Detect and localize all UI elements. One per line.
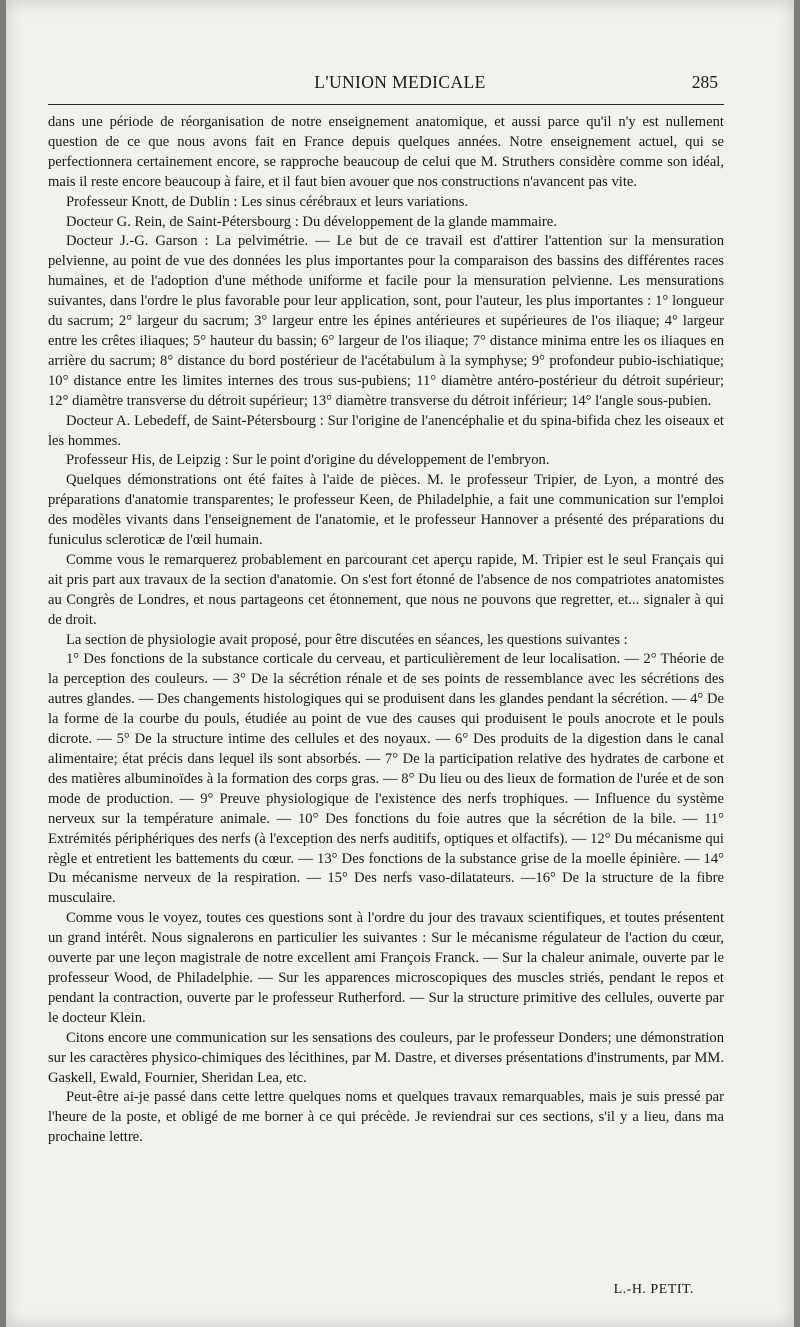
paragraph-communications: Citons encore une communication sur les sensations des couleurs, par le professeur Donders; une démonstration sur les caractères physico-chimiques des lécithines, par M. Dastre, et diverses présentations d'instruments, par MM. Gaskell, Ewald, Fournier, Sheridan Lea, etc. <box>48 1029 724 1086</box>
paragraph-physiology-intro: La section de physiologie avait proposé, pour être discutées en séances, les questions suivantes : <box>66 631 628 648</box>
paragraph-knott: Professeur Knott, de Dublin : Les sinus cérébraux et leurs variations. <box>66 193 469 210</box>
journal-page <box>6 0 794 1327</box>
paragraph-garson: Docteur J.-G. Garson : La pelvimétrie. — Le but de ce travail est d'attirer l'attention sur la mensuration pelvienne, au point de vue des données les plus importantes pour la comparaison des bassins des différentes races humaines, et de l'adoption d'une méthode uniforme et facile pour la mensuration pelvienne. Les mensurations suivantes, dans l'ordre le plus favorable pour leur application, sont, pour l'auteur, les plus importantes : 1° longueur du sacrum; 2° largeur du sacrum; 3° largeur entre les épines antérieures et supérieures de l'os iliaque; 4° largeur entre les crêtes iliaques; 5° hauteur du bassin; 6° largeur de l'os iliaque; 7° distance minima entre les os iliaques en arrière du sacrum; 8° distance du bord postérieur de l'acétabulum à la symphyse; 9° profondeur pubio-ischiatique; 10° distance entre les limites internes des trous sus-pubiens; 11° diamètre antéro-postérieur du détroit supérieur; 12° diamètre transverse du détroit supérieur; 13° diamètre transverse du détroit inférieur; 14° l'angle sous-pubien. <box>48 233 724 409</box>
article-body <box>48 113 724 1148</box>
paragraph-highlights: Comme vous le voyez, toutes ces questions sont à l'ordre du jour des travaux scientifiques, et toutes présentent un grand intérêt. Nous signalerons en particulier les suivantes : Sur le mécanisme régulateur de l'action du cœur, ouverte par une leçon magistrale de notre excellent ami François Franck. — Sur la chaleur animale, ouverte par le professeur Wood, de Philadelphie. — Sur les apparences microscopiques des muscles striés, pendant le repos et pendant la contraction, ouverte par le professeur Rutherford. — Sur la structure primitive des cellules, ouverte par le docteur Klein. <box>48 910 724 1026</box>
page-header <box>6 72 794 102</box>
paragraph-his: Professeur His, de Leipzig : Sur le point d'origine du développement de l'embryon. <box>66 452 550 469</box>
paragraph-rein: Docteur G. Rein, de Saint-Pétersbourg : Du développement de la glande mammaire. <box>66 213 557 230</box>
author-signature: L.-H. PETIT. <box>613 1282 694 1297</box>
header-rule <box>48 104 724 105</box>
paragraph-tripier: Comme vous le remarquerez probablement en parcourant cet aperçu rapide, M. Tripier est le seul Français qui ait pris part aux travaux de la section d'anatomie. On s'est fort étonné de l'absence de nos compatriotes anatomistes au Congrès de Londres, et nous partageons cet étonnement, que nous ne pouvons que regretter, et... signaler à qui de droit. <box>48 551 724 628</box>
paragraph-closing: Peut-être ai-je passé dans cette lettre quelques noms et quelques travaux remarquables, mais je suis pressé par l'heure de la poste, et obligé de me borner à ce qui précède. Je reviendrai sur ces sections, s'il y a lieu, dans ma prochaine lettre. <box>48 1089 724 1146</box>
paragraph-demonstrations: Quelques démonstrations ont été faites à l'aide de pièces. M. le professeur Tripier, de Lyon, a montré des préparations d'anatomie transparentes; le professeur Keen, de Philadelphie, a fait une communication sur l'emploi des modèles vivants dans l'enseignement de l'anatomie, et le professeur Hannover a présenté des préparations du funiculus scleroticæ de l'œil humain. <box>48 472 724 549</box>
page-number: 285 <box>691 72 718 92</box>
paragraph-lebedeff: Docteur A. Lebedeff, de Saint-Pétersbourg : Sur l'origine de l'anencéphalie et du spina-bifida chez les oiseaux et les hommes. <box>48 412 724 449</box>
running-title: L'UNION MEDICALE <box>314 72 486 92</box>
paragraph-continuation: dans une période de réorganisation de notre enseignement anatomique, et aussi parce qu'il n'y est nullement question de ce que nous avons fait en France depuis quelques années. Notre enseignement actuel, qui se perfectionnera certainement encore, se rapproche beaucoup de celui que M. Struthers considère comme son idéal, mais il reste encore beaucoup à faire, et il faut bien avouer que nos constructions n'avancent pas vite. <box>48 114 724 190</box>
paragraph-physiology-questions: 1° Des fonctions de la substance corticale du cerveau, et particulièrement de leur localisation. — 2° Théorie de la perception des couleurs. — 3° De la sécrétion rénale et de ses points de ressemblance avec les sécrétions des autres glandes. — Des changements histologiques qui se produisent dans les glandes pendant la sécrétion. — 4° De la forme de la courbe du pouls, étudiée au point de vue des causes qui produisent le pouls anocrote et le pouls dicrote. — 5° De la structure intime des cellules et des noyaux. — 6° Des produits de la digestion dans le canal alimentaire; état précis dans lequel ils sont absorbés. — 7° De la participation relative des hydrates de carbone et des matières albuminoïdes à la formation des corps gras. — 8° Du lieu ou des lieux de formation de l'urée et de son mode de production. — 9° Preuve physiologique de l'existence des nerfs trophiques. — Influence du système nerveux sur la température animale. — 10° Des fonctions du foie autres que la sécrétion de la bile. — 11° Extrémités périphériques des nerfs (à l'exception des nerfs auditifs, optiques et olfactifs). — 12° Du mécanisme qui règle et entretient les battements du cœur. — 13° Des fonctions de la substance grise de la moelle épinière. — 14° Du mécanisme nerveux de la respiration. — 15° Des nerfs vaso-dilatateurs. —16° De la structure de la fibre musculaire. <box>48 651 724 907</box>
